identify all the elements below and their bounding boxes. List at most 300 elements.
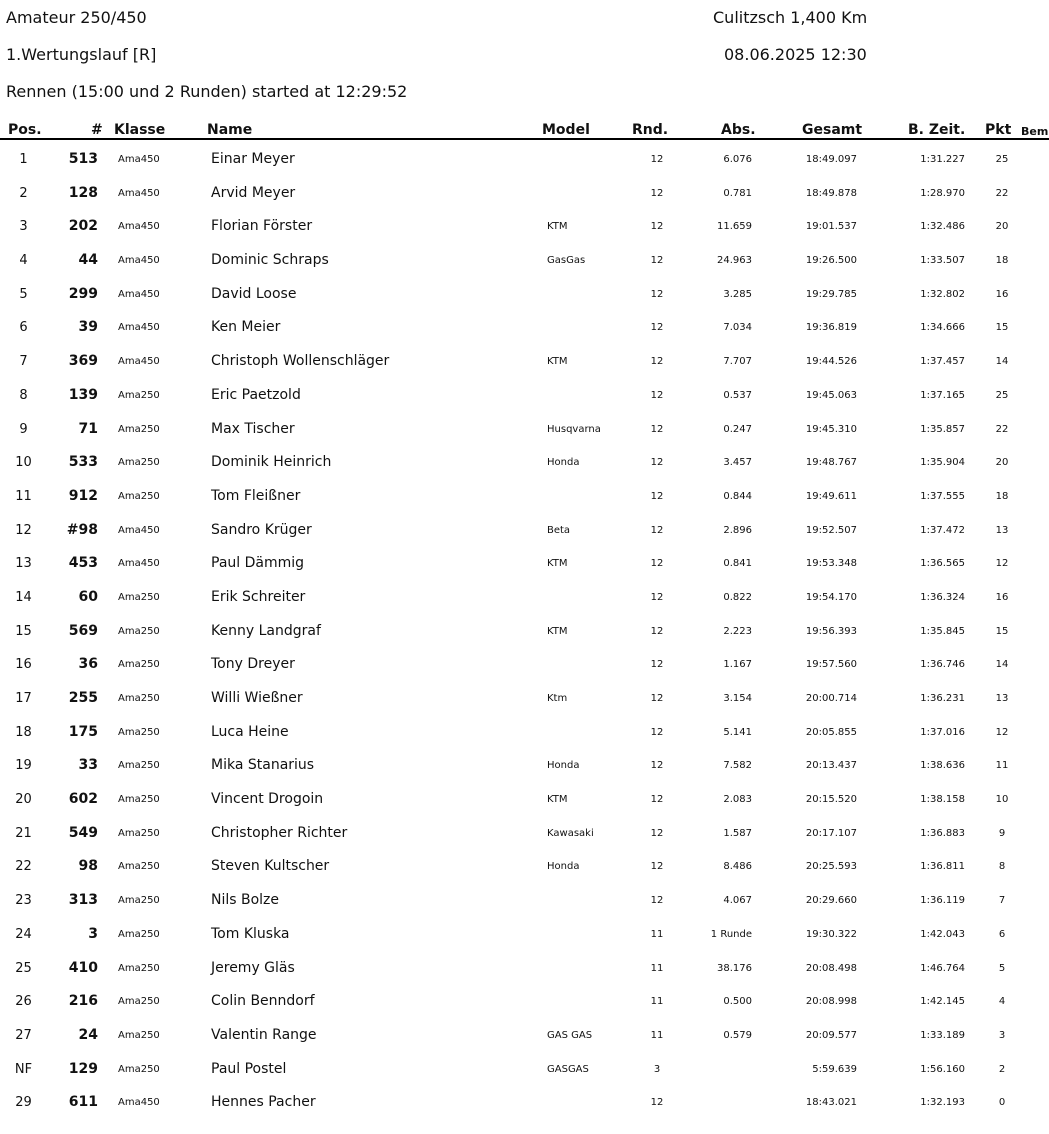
cell-total-time: 19:29.785 xyxy=(805,288,857,300)
table-row xyxy=(0,783,1049,817)
cell-laps: 11 xyxy=(650,996,664,1008)
cell-gap: 3.154 xyxy=(723,693,752,704)
cell-points: 3 xyxy=(998,1029,1006,1041)
cell-rider-name: Valentin Range xyxy=(211,1026,317,1043)
track-name: Culitzsch 1,400 Km xyxy=(713,8,868,27)
cell-gap xyxy=(672,1053,752,1087)
cell-position: 10 xyxy=(15,455,32,471)
cell-rider-name: Arvid Meyer xyxy=(211,184,296,201)
cell-laps: 12 xyxy=(650,659,664,671)
cell-laps: 12 xyxy=(650,356,664,368)
cell-start-number: 602 xyxy=(68,791,98,808)
cell-total-time: 19:30.322 xyxy=(805,928,857,940)
cell-total-time: 18:49.097 xyxy=(805,154,857,165)
cell-total-time: 20:00.714 xyxy=(805,693,857,704)
cell-rider-name: Dominic Schraps xyxy=(211,252,329,269)
cell-start-number: 912 xyxy=(68,487,98,504)
cell-start-number: 139 xyxy=(68,386,98,403)
cell-laps: 12 xyxy=(650,490,664,502)
cell-gap: 0.537 xyxy=(723,389,752,401)
cell-rider-name: Jeremy Gläs xyxy=(211,959,295,976)
cell-gap: 4.067 xyxy=(723,895,752,907)
cell-best-lap: 1:37.472 xyxy=(920,524,965,536)
cell-bike-model: Husqvarna xyxy=(547,423,601,435)
cell-class: Ama450 xyxy=(118,221,160,233)
cell-points: 22 xyxy=(995,187,1009,199)
cell-total-time: 19:36.819 xyxy=(805,322,857,334)
col-header-rnd: Rnd. xyxy=(632,122,669,138)
cell-rider-name: David Loose xyxy=(211,285,297,302)
cell-gap: 3.457 xyxy=(723,457,752,469)
cell-class: Ama450 xyxy=(118,288,160,300)
cell-start-number: 410 xyxy=(68,959,98,976)
cell-class: Ama250 xyxy=(118,693,160,704)
cell-class: Ama250 xyxy=(118,760,160,772)
cell-class: Ama450 xyxy=(118,356,160,368)
cell-bike-model: KTM xyxy=(547,221,568,233)
table-row xyxy=(0,311,1049,345)
cell-position: 13 xyxy=(15,556,32,572)
cell-bike-model: Honda xyxy=(547,457,580,469)
cell-points: 11 xyxy=(995,760,1009,772)
cell-rider-name: Sandro Krüger xyxy=(211,521,312,538)
cell-best-lap: 1:31.227 xyxy=(920,154,965,165)
cell-best-lap: 1:37.165 xyxy=(920,389,965,401)
cell-best-lap: 1:42.145 xyxy=(920,996,965,1008)
cell-points: 15 xyxy=(995,625,1009,637)
col-header-bem: Bem xyxy=(1021,125,1049,138)
table-row xyxy=(0,581,1049,615)
cell-position: 3 xyxy=(19,219,28,235)
cell-rider-name: Einar Meyer xyxy=(211,151,295,167)
cell-start-number: 39 xyxy=(78,319,98,336)
cell-rider-name: Vincent Drogoin xyxy=(211,791,324,808)
cell-rider-name: Tom Fleißner xyxy=(211,487,301,504)
table-row xyxy=(0,648,1049,682)
cell-start-number: 36 xyxy=(78,656,98,673)
cell-bike-model: Beta xyxy=(547,524,571,536)
cell-rider-name: Willi Wießner xyxy=(211,690,303,706)
cell-gap: 1 Runde xyxy=(710,928,752,940)
cell-bike-model: Ktm xyxy=(547,693,568,704)
cell-class: Ama250 xyxy=(118,591,160,603)
cell-class: Ama250 xyxy=(118,928,160,940)
cell-gap: 0.822 xyxy=(723,591,752,603)
cell-class: Ama250 xyxy=(118,457,160,469)
cell-best-lap: 1:46.764 xyxy=(920,962,965,974)
col-header-name: Name xyxy=(207,122,253,138)
cell-class: Ama250 xyxy=(118,962,160,974)
cell-position: 4 xyxy=(19,253,28,269)
cell-points: 8 xyxy=(998,861,1006,873)
table-row xyxy=(0,514,1049,548)
cell-position: 21 xyxy=(15,825,32,841)
cell-best-lap: 1:36.883 xyxy=(920,827,965,839)
header-divider xyxy=(0,138,1049,140)
results-table-body xyxy=(0,143,1049,1120)
cell-position: 16 xyxy=(15,657,32,673)
cell-best-lap: 1:38.158 xyxy=(920,794,965,806)
cell-gap: 6.076 xyxy=(723,154,752,165)
col-header-number: # xyxy=(91,122,103,138)
cell-total-time: 18:43.021 xyxy=(805,1097,857,1109)
cell-best-lap: 1:42.043 xyxy=(920,928,965,940)
cell-laps: 12 xyxy=(650,591,664,603)
cell-start-number: 611 xyxy=(68,1094,98,1111)
cell-laps: 12 xyxy=(650,726,664,738)
cell-total-time: 19:54.170 xyxy=(805,591,857,603)
cell-total-time: 19:45.310 xyxy=(805,423,857,435)
cell-position: 2 xyxy=(19,185,28,201)
cell-total-time: 19:49.611 xyxy=(805,490,857,502)
cell-start-number: 299 xyxy=(68,285,98,302)
table-row xyxy=(0,1019,1049,1053)
cell-class: Ama250 xyxy=(118,1029,160,1041)
cell-points: 12 xyxy=(995,726,1009,738)
cell-laps: 12 xyxy=(650,322,664,334)
cell-start-number: 533 xyxy=(68,454,98,471)
cell-best-lap: 1:36.324 xyxy=(920,591,965,603)
cell-points: 4 xyxy=(998,996,1006,1008)
cell-best-lap: 1:36.811 xyxy=(920,861,965,873)
cell-bike-model: GAS GAS xyxy=(547,1029,593,1041)
cell-points: 9 xyxy=(998,827,1006,839)
cell-points: 14 xyxy=(995,659,1009,671)
cell-start-number: 128 xyxy=(68,184,98,201)
cell-total-time: 20:15.520 xyxy=(805,794,857,806)
cell-rider-name: Christopher Richter xyxy=(211,824,348,841)
cell-total-time: 20:13.437 xyxy=(805,760,857,772)
cell-rider-name: Paul Dämmig xyxy=(211,555,305,572)
cell-bike-model: Honda xyxy=(547,760,580,772)
col-header-model: Model xyxy=(542,122,590,138)
session-title: 1.Wertungslauf [R] xyxy=(6,45,157,64)
cell-class: Ama250 xyxy=(118,389,160,401)
cell-rider-name: Steven Kultscher xyxy=(211,858,330,875)
cell-rider-name: Tom Kluska xyxy=(211,925,290,942)
cell-gap: 2.223 xyxy=(723,625,752,637)
cell-best-lap: 1:36.119 xyxy=(920,895,965,907)
cell-best-lap: 1:34.666 xyxy=(920,322,965,334)
cell-gap: 8.486 xyxy=(723,861,752,873)
cell-best-lap: 1:33.507 xyxy=(920,255,965,267)
cell-total-time: 20:08.998 xyxy=(805,996,857,1008)
cell-rider-name: Hennes Pacher xyxy=(211,1094,316,1111)
cell-position: 25 xyxy=(15,960,32,976)
table-row xyxy=(0,615,1049,649)
cell-start-number: 24 xyxy=(78,1026,98,1043)
cell-total-time: 20:25.593 xyxy=(805,861,857,873)
table-row xyxy=(0,244,1049,278)
cell-best-lap: 1:37.555 xyxy=(920,490,965,502)
table-row xyxy=(0,1053,1049,1087)
cell-class: Ama250 xyxy=(118,423,160,435)
cell-position: 26 xyxy=(15,994,32,1010)
cell-start-number: 549 xyxy=(68,824,98,841)
cell-position: 5 xyxy=(19,286,28,302)
cell-best-lap: 1:33.189 xyxy=(920,1029,965,1041)
cell-best-lap: 1:35.845 xyxy=(920,625,965,637)
cell-class: Ama450 xyxy=(118,558,160,570)
col-header-pos: Pos. xyxy=(8,122,42,138)
cell-bike-model: GASGAS xyxy=(547,1063,589,1075)
cell-bike-model: KTM xyxy=(547,558,568,570)
cell-laps: 12 xyxy=(650,895,664,907)
cell-gap: 11.659 xyxy=(717,221,752,233)
cell-position: 15 xyxy=(15,623,32,639)
cell-rider-name: Kenny Landgraf xyxy=(211,622,321,639)
cell-start-number: 71 xyxy=(78,420,98,437)
cell-gap: 0.247 xyxy=(723,423,752,435)
cell-laps: 12 xyxy=(650,827,664,839)
cell-laps: 12 xyxy=(650,1097,664,1109)
cell-gap: 7.582 xyxy=(723,760,752,772)
cell-rider-name: Paul Postel xyxy=(211,1060,287,1077)
cell-best-lap: 1:36.231 xyxy=(920,693,965,704)
cell-start-number: 202 xyxy=(68,218,98,235)
cell-bike-model: Honda xyxy=(547,861,580,873)
cell-rider-name: Christoph Wollenschläger xyxy=(211,353,390,370)
cell-best-lap: 1:38.636 xyxy=(920,760,965,772)
table-row xyxy=(0,278,1049,312)
cell-laps: 12 xyxy=(650,221,664,233)
cell-gap: 0.841 xyxy=(723,558,752,570)
cell-gap: 3.285 xyxy=(723,288,752,300)
cell-start-number: 369 xyxy=(68,353,98,370)
cell-laps: 12 xyxy=(650,524,664,536)
table-row xyxy=(0,682,1049,716)
cell-class: Ama250 xyxy=(118,827,160,839)
cell-points: 25 xyxy=(995,389,1009,401)
cell-class: Ama250 xyxy=(118,1063,160,1075)
cell-best-lap: 1:35.904 xyxy=(920,457,965,469)
cell-bike-model: KTM xyxy=(547,794,568,806)
session-datetime: 08.06.2025 12:30 xyxy=(724,45,867,64)
cell-gap: 7.034 xyxy=(723,322,752,334)
cell-total-time: 20:05.855 xyxy=(805,726,857,738)
cell-position: 24 xyxy=(15,926,32,942)
cell-total-time: 19:01.537 xyxy=(805,221,857,233)
cell-bike-model: KTM xyxy=(547,356,568,368)
table-row xyxy=(0,850,1049,884)
cell-total-time: 19:53.348 xyxy=(805,558,857,570)
cell-points: 0 xyxy=(998,1097,1006,1109)
cell-start-number: 129 xyxy=(68,1060,98,1077)
cell-best-lap: 1:35.857 xyxy=(920,423,965,435)
cell-gap: 5.141 xyxy=(723,726,752,738)
cell-laps: 12 xyxy=(650,154,664,165)
cell-best-lap: 1:37.016 xyxy=(920,726,965,738)
cell-position: 11 xyxy=(15,488,32,504)
cell-position: 14 xyxy=(15,589,32,605)
cell-laps: 12 xyxy=(650,288,664,300)
cell-rider-name: Dominik Heinrich xyxy=(211,454,332,471)
cell-rider-name: Tony Dreyer xyxy=(211,656,295,673)
cell-best-lap: 1:32.193 xyxy=(920,1097,965,1109)
cell-total-time: 19:45.063 xyxy=(805,389,857,401)
cell-class: Ama250 xyxy=(118,659,160,671)
cell-points: 7 xyxy=(998,895,1006,907)
cell-gap: 0.579 xyxy=(723,1029,752,1041)
cell-rider-name: Colin Benndorf xyxy=(211,993,315,1010)
cell-position: 7 xyxy=(19,354,28,370)
col-header-pkt: Pkt xyxy=(985,122,1012,138)
cell-rider-name: Florian Förster xyxy=(211,218,313,235)
table-row xyxy=(0,143,1049,177)
cell-laps: 12 xyxy=(650,625,664,637)
cell-laps: 12 xyxy=(650,255,664,267)
table-row xyxy=(0,716,1049,750)
cell-points: 2 xyxy=(998,1063,1006,1075)
cell-points: 15 xyxy=(995,322,1009,334)
col-header-gesamt: Gesamt xyxy=(802,122,863,138)
cell-gap: 0.781 xyxy=(723,187,752,199)
cell-start-number: 98 xyxy=(78,858,98,875)
cell-rider-name: Mika Stanarius xyxy=(211,757,315,774)
cell-laps: 11 xyxy=(650,962,664,974)
cell-best-lap: 1:56.160 xyxy=(920,1063,965,1075)
cell-total-time: 20:29.660 xyxy=(805,895,857,907)
cell-class: Ama450 xyxy=(118,524,160,536)
cell-start-number: 33 xyxy=(78,757,98,774)
cell-total-time: 19:44.526 xyxy=(805,356,857,368)
cell-best-lap: 1:36.565 xyxy=(920,558,965,570)
cell-position: 12 xyxy=(15,522,32,538)
cell-start-number: 3 xyxy=(88,925,98,942)
cell-rider-name: Nils Bolze xyxy=(211,892,280,909)
table-row xyxy=(0,547,1049,581)
cell-gap: 24.963 xyxy=(717,255,752,267)
cell-points: 20 xyxy=(995,221,1009,233)
cell-laps: 12 xyxy=(650,693,664,704)
cell-gap: 1.587 xyxy=(723,827,752,839)
cell-points: 16 xyxy=(995,288,1009,300)
cell-total-time: 20:08.498 xyxy=(805,962,857,974)
cell-total-time: 19:48.767 xyxy=(805,457,857,469)
cell-total-time: 19:56.393 xyxy=(805,625,857,637)
cell-laps: 12 xyxy=(650,558,664,570)
cell-class: Ama250 xyxy=(118,794,160,806)
cell-start-number: 60 xyxy=(78,588,98,605)
table-row xyxy=(0,817,1049,851)
cell-total-time: 18:49.878 xyxy=(805,187,857,199)
cell-total-time: 19:57.560 xyxy=(805,659,857,671)
table-row xyxy=(0,210,1049,244)
cell-points: 20 xyxy=(995,457,1009,469)
cell-laps: 12 xyxy=(650,861,664,873)
cell-best-lap: 1:37.457 xyxy=(920,356,965,368)
cell-position: 8 xyxy=(19,387,28,403)
cell-position: 1 xyxy=(19,152,28,167)
cell-laps: 12 xyxy=(650,187,664,199)
cell-class: Ama450 xyxy=(118,187,160,199)
race-info: Rennen (15:00 und 2 Runden) started at 12:29:52 xyxy=(6,82,408,101)
cell-start-number: 216 xyxy=(68,993,98,1010)
cell-laps: 12 xyxy=(650,760,664,772)
cell-position: 20 xyxy=(15,792,32,808)
cell-bike-model: Kawasaki xyxy=(547,827,594,839)
cell-laps: 12 xyxy=(650,457,664,469)
col-header-klasse: Klasse xyxy=(114,122,166,138)
cell-rider-name: Max Tischer xyxy=(211,420,295,437)
table-row xyxy=(0,413,1049,447)
table-row xyxy=(0,345,1049,379)
cell-points: 16 xyxy=(995,591,1009,603)
cell-total-time: 20:09.577 xyxy=(805,1029,857,1041)
cell-start-number: 44 xyxy=(78,252,98,269)
col-header-bzeit: B. Zeit. xyxy=(908,122,966,138)
table-row xyxy=(0,1086,1049,1120)
cell-start-number: 513 xyxy=(68,151,98,167)
cell-bike-model: KTM xyxy=(547,625,568,637)
event-class-title: Amateur 250/450 xyxy=(6,8,147,27)
table-row xyxy=(0,749,1049,783)
cell-position: 18 xyxy=(15,724,32,740)
cell-class: Ama250 xyxy=(118,895,160,907)
cell-laps: 11 xyxy=(650,928,664,940)
cell-position: NF xyxy=(14,1061,33,1077)
cell-points: 6 xyxy=(998,928,1006,940)
cell-laps: 12 xyxy=(650,794,664,806)
cell-points: 10 xyxy=(995,794,1009,806)
cell-laps: 12 xyxy=(650,423,664,435)
table-row xyxy=(0,985,1049,1019)
cell-points: 18 xyxy=(995,255,1009,267)
cell-best-lap: 1:28.970 xyxy=(920,187,965,199)
cell-gap: 2.896 xyxy=(723,524,752,536)
cell-gap: 0.500 xyxy=(723,996,752,1008)
cell-gap: 2.083 xyxy=(723,794,752,806)
cell-class: Ama450 xyxy=(118,322,160,334)
cell-points: 18 xyxy=(995,490,1009,502)
cell-points: 22 xyxy=(995,423,1009,435)
cell-total-time: 19:26.500 xyxy=(805,255,857,267)
cell-class: Ama450 xyxy=(118,154,160,165)
cell-position: 27 xyxy=(15,1027,32,1043)
table-row xyxy=(0,177,1049,211)
cell-total-time: 19:52.507 xyxy=(805,524,857,536)
cell-points: 13 xyxy=(995,693,1009,704)
cell-rider-name: Eric Paetzold xyxy=(211,386,301,403)
cell-rider-name: Luca Heine xyxy=(211,723,289,740)
cell-laps: 12 xyxy=(650,389,664,401)
cell-class: Ama250 xyxy=(118,726,160,738)
cell-total-time: 20:17.107 xyxy=(805,827,857,839)
cell-gap: 0.844 xyxy=(723,490,752,502)
cell-position: 23 xyxy=(15,893,32,909)
cell-laps: 3 xyxy=(653,1063,661,1075)
table-row xyxy=(0,884,1049,918)
cell-rider-name: Erik Schreiter xyxy=(211,588,306,605)
cell-position: 9 xyxy=(19,421,28,437)
table-row xyxy=(0,379,1049,413)
cell-start-number: 175 xyxy=(68,723,98,740)
cell-rider-name: Ken Meier xyxy=(211,319,281,336)
cell-gap xyxy=(672,1086,752,1120)
cell-position: 17 xyxy=(15,691,32,706)
cell-best-lap: 1:32.486 xyxy=(920,221,965,233)
cell-best-lap: 1:32.802 xyxy=(920,288,965,300)
cell-position: 6 xyxy=(19,320,28,336)
cell-start-number: 453 xyxy=(68,555,98,572)
cell-points: 13 xyxy=(995,524,1009,536)
cell-bike-model: GasGas xyxy=(547,255,586,267)
cell-class: Ama250 xyxy=(118,625,160,637)
table-row xyxy=(0,918,1049,952)
cell-class: Ama450 xyxy=(118,255,160,267)
table-row xyxy=(0,952,1049,986)
cell-gap: 7.707 xyxy=(723,356,752,368)
